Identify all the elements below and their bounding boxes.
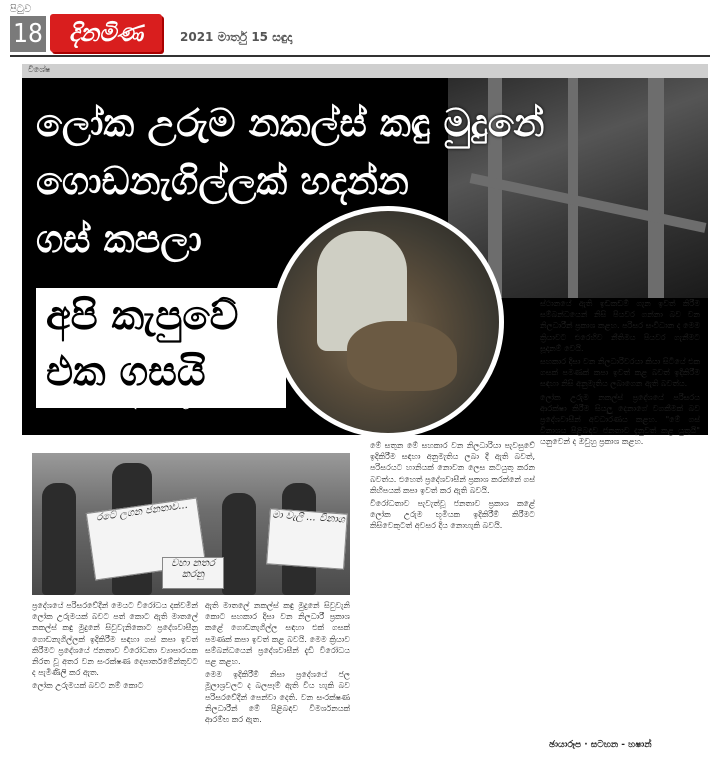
article-paragraph: ලෝක උරුමයක් බවට නම් කොට bbox=[32, 681, 144, 691]
section-strip bbox=[22, 64, 708, 78]
article-column-4 bbox=[540, 298, 700, 736]
page-number: 18 bbox=[10, 16, 46, 52]
article-paragraph: ස්ථානයේ ඇති ඉඩකඩම් ගැන ඉවත් කිරීම සම්බන්ධයෙන් නිසි පියවර ගන්නා බව වන නිලධාරීන් ප්‍රකාශ කළහ. පරිසර සංවිධාන ද මෙම ක්‍රියාවට එරෙහිව නීතිමය පියවර ගැනීමට සූදානම් වෙයි. bbox=[540, 299, 700, 353]
header-divider bbox=[10, 55, 710, 57]
tree-cutting-photo bbox=[272, 206, 504, 435]
tree-stump bbox=[347, 321, 457, 391]
protest-photo bbox=[32, 453, 350, 595]
pull-quote bbox=[32, 284, 290, 412]
article-paragraph: ඇති මාතලේ නකල්ස් කඳු මුදුනේ සිවුවැනි කොට සහකාර දිසා වන නිලධාරී ප්‍රකාශ කළේ ගොඩනැගිල්ල සඳහා එක් ගසක් පමණක් කපා ඉවත් කළ බවයි. මෙම ක්‍රියාව සම්බන්ධයෙන් ප්‍රදේශවාසීන් දැඩි විරෝධය පළ කළහ. bbox=[205, 601, 350, 667]
masthead-title: දිනමිණ bbox=[68, 19, 144, 47]
protest-sign-3: වහා නතර කරනු bbox=[162, 557, 224, 589]
article-paragraph: මෙම ඉදිකිරීම් නිසා ප්‍රදේශයේ ජල මූලාශ්‍රවලට ද බලපෑම් ඇති විය හැකි බව පරිසරවේදීන් පෙන්වා දෙති. වන සංරක්ෂණ නිලධාරීන් මේ පිළිබඳව විමර්ශනයක් ආරම්භ කර ඇත. bbox=[205, 670, 350, 725]
issue-date: 2021 මාර්තු 15 සඳුදා bbox=[180, 30, 293, 44]
article-column-1 bbox=[32, 600, 198, 765]
photo-byline: ඡායාරූප · සටහන - හෂාන් bbox=[549, 740, 652, 750]
headline-line-3: ගස් කපලා bbox=[36, 217, 202, 261]
article-paragraph: විරෝධතාව පැවැත්වූ ජනතාව ප්‍රකාශ කළේ ලෝක උරුම භූමියක ඉදිකිරීම් කිරීමට කිසිවෙකුටත් අවසර දිය නොහැකි බවයි. bbox=[370, 499, 535, 531]
article-column-2 bbox=[205, 600, 350, 765]
article-paragraph: ප්‍රදේශයේ පරිසරවේදීන් මෙයට විරෝධය දක්වමින් ලෝක උරුමයක් බවට පත් කොට ඇති මාතලේ නකල්ස් කඳු මුදුනේ සිවුවැනිකොට ප්‍රදේශවාසීනු ගොඩනැගිල්ලක් ඉදිකිරීම සඳහා ගස් කපා ඉවත් කිරීමට ප්‍රදේශයේ ජනතාව විරෝධතා ව්‍යාපාරයක නිරත වූ අතර වන සංරක්ෂණ දෙපාර්තමේන්තුවට ද පැමිණිලි කර ඇත. bbox=[32, 601, 198, 678]
protest-sign-2: මා වැලි ... විනාශ bbox=[266, 508, 348, 569]
article-paragraph: මේ සතුන මේ සහකාර වන නිලධාරියා පැවසුවේ ඉදිකිරීම සඳහා අනුමැතිය ලබා දී ඇති බවත්, පරිසරයට හානියක් නොවන ලෙස කටයුතු කරන බවත්ය. එහෙත් ප්‍රදේශවාසීන් ප්‍රකාශ කරන්නේ ගස් කිහිපයක් කපා ඉවත් කර ඇති බවයි. bbox=[370, 441, 535, 495]
page-label: පිටුව bbox=[10, 4, 32, 15]
protest-sign-1: රටේ ලගන ජනතාව... bbox=[86, 498, 206, 581]
pull-quote-line-1: අපි කැපුවේ bbox=[46, 293, 239, 339]
article-paragraph: ලෝක උරුම නකල්ස් ප්‍රදේශයේ පරිසරය ආරක්ෂා කිරීම සියලු දෙනාගේ වගකීමක් බව ප්‍රදේශවාසීන් අවධාරණය කළහ. "මේ ගස් විනාශය පිළිබඳව ජනතාව දැනුවත් කළ යුතුයි" යනුවෙන් ද ඔවුහු ප්‍රකාශ කළහ. bbox=[540, 392, 700, 447]
masthead-logo bbox=[50, 14, 162, 52]
article-column-3 bbox=[370, 440, 535, 765]
pull-quote-line-2: එක ගසයි bbox=[46, 349, 206, 395]
headline-line-1: ලෝක උරුම නකල්ස් කඳු මුදුනේ bbox=[36, 101, 545, 145]
section-label: විශේෂ bbox=[28, 65, 51, 74]
quote-source: සහකාර දිසා වන නිලධාරී bbox=[92, 396, 209, 409]
article-paragraph: සහකාර දිසා වන නිලධාරිවරයා කියා සිටියේ එක ගසක් පමණක් කපා ඉවත් කළ බවත් ඉදිකිරීම සඳහා නිසි අනුමැතිය ලබාගෙන ඇති බවත්ය. bbox=[540, 357, 700, 389]
headline-line-2: ගොඩනැගිල්ලක් හදන්න bbox=[36, 159, 409, 203]
newspaper-header bbox=[0, 0, 720, 60]
